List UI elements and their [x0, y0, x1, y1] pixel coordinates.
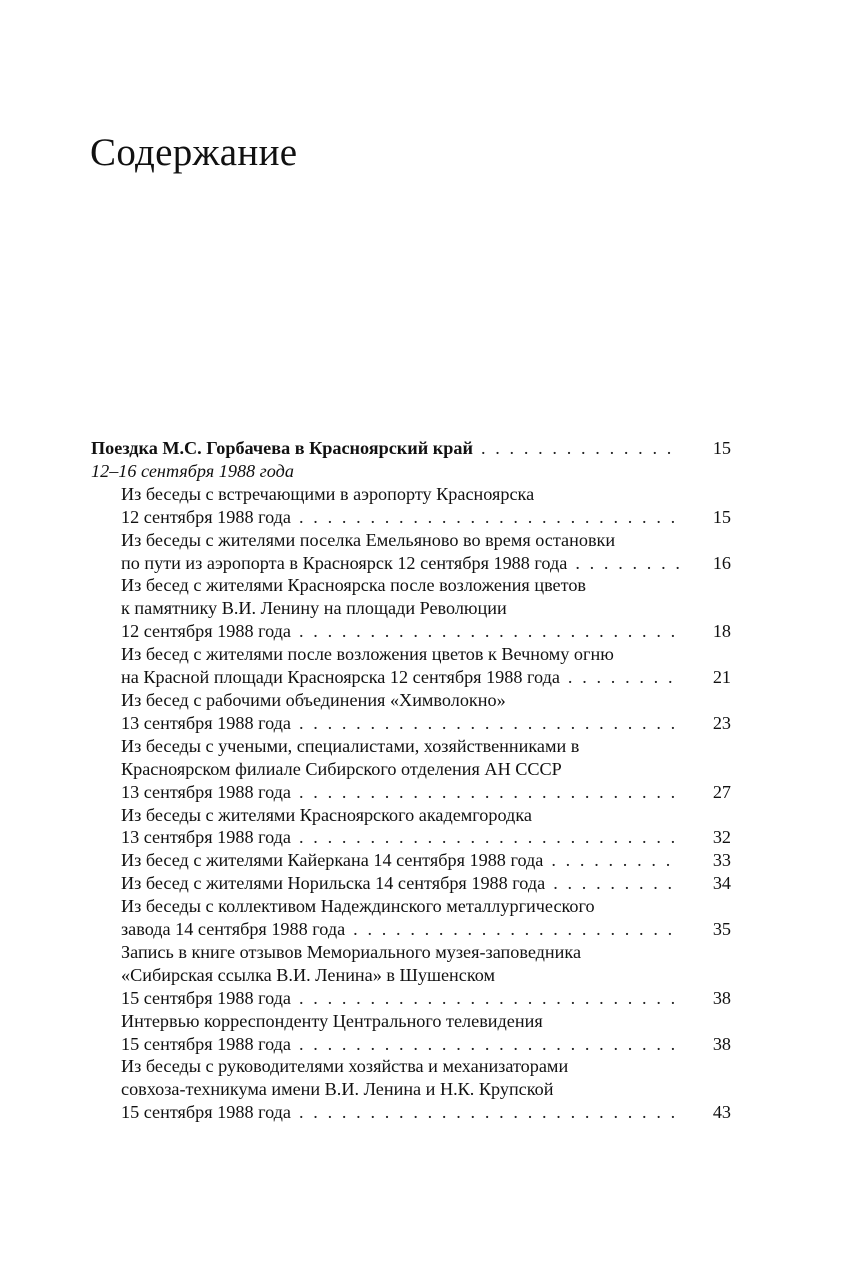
toc-entry[interactable] — [91, 1010, 731, 1056]
entry-last-line — [121, 506, 731, 529]
dot-leader — [353, 918, 681, 941]
toc-entry[interactable] — [91, 849, 731, 872]
dot-leader — [553, 872, 681, 895]
entry-title-line: 15 сентября 1988 года — [121, 1033, 291, 1054]
entry-title-line: Из бесед с жителями Кайеркана 14 сентября 1988 года — [121, 850, 544, 871]
toc-entry[interactable] — [91, 895, 731, 941]
entry-page-number: 23 — [712, 712, 731, 733]
dot-leader — [575, 552, 681, 575]
entry-page-number: 33 — [712, 850, 731, 871]
toc-entry[interactable] — [91, 941, 731, 1010]
entry-last-line — [121, 918, 731, 941]
entry-last-line — [121, 1101, 731, 1124]
entry-title-line: 13 сентября 1988 года — [121, 827, 291, 848]
entry-title-line: Из бесед с жителями Норильска 14 сентября 1988 года — [121, 873, 546, 894]
toc-entry[interactable] — [91, 804, 731, 850]
dot-leader — [299, 1033, 681, 1056]
section-page-number: 15 — [712, 438, 731, 458]
entry-page-number: 16 — [712, 552, 731, 573]
dot-leader — [299, 826, 681, 849]
toc-entry[interactable] — [91, 643, 731, 689]
entry-page-number: 34 — [712, 873, 731, 894]
entry-page-number: 32 — [712, 827, 731, 848]
toc-entry[interactable] — [91, 529, 731, 575]
entry-last-line — [121, 620, 731, 643]
entry-title-line: Из беседы с жителями Красноярского академгородка — [121, 804, 532, 825]
entry-title-line: «Сибирская ссылка В.И. Ленина» в Шушенском — [121, 964, 496, 985]
entry-title-line: Из беседы с руководителями хозяйства и механизаторами — [121, 1056, 569, 1077]
entry-last-line — [121, 987, 731, 1010]
table-of-contents — [91, 437, 731, 1124]
entry-page-number: 38 — [712, 1033, 731, 1054]
entry-title-line: Из бесед с жителями после возложения цветов к Вечному огню — [121, 644, 614, 665]
toc-entry[interactable] — [91, 574, 731, 643]
toc-entry[interactable] — [91, 872, 731, 895]
entry-title-line: на Красной площади Красноярска 12 сентября 1988 года — [121, 667, 560, 688]
toc-section-heading[interactable] — [91, 437, 731, 460]
toc-entries — [91, 483, 731, 1124]
dot-leader — [299, 987, 681, 1010]
entry-title-line: по пути из аэропорта в Красноярск 12 сентября 1988 года — [121, 552, 568, 573]
dot-leader — [481, 437, 681, 460]
entry-title-line: совхоза-техникума имени В.И. Ленина и Н.К. Крупской — [121, 1079, 554, 1100]
entry-last-line — [121, 781, 731, 804]
entry-title-line: 12 сентября 1988 года — [121, 621, 291, 642]
entry-title-line: Из беседы с учеными, специалистами, хозяйственниками в — [121, 735, 580, 756]
entry-title-line: Красноярском филиале Сибирского отделения АН СССР — [121, 758, 562, 779]
section-dates: 12–16 сентября 1988 года — [91, 460, 294, 481]
entry-last-line — [121, 1033, 731, 1056]
toc-entry[interactable] — [91, 483, 731, 529]
entry-page-number: 15 — [712, 506, 731, 527]
entry-last-line — [121, 849, 731, 872]
toc-entry[interactable] — [91, 1055, 731, 1124]
entry-title-line: Из беседы с коллективом Надеждинского металлургического — [121, 896, 595, 917]
entry-title-line: к памятнику В.И. Ленину на площади Революции — [121, 598, 507, 619]
entry-page-number: 18 — [712, 621, 731, 642]
entry-last-line — [121, 826, 731, 849]
toc-entry[interactable] — [91, 735, 731, 804]
entry-last-line — [121, 552, 731, 575]
page-title: Содержание — [90, 131, 298, 174]
entry-title-line: Из бесед с рабочими объединения «Химволокно» — [121, 689, 506, 710]
entry-page-number: 35 — [712, 919, 731, 940]
entry-title-line: Из бесед с жителями Красноярска после возложения цветов — [121, 575, 587, 596]
toc-entry[interactable] — [91, 689, 731, 735]
entry-title-line: 12 сентября 1988 года — [121, 506, 291, 527]
entry-page-number: 21 — [712, 667, 731, 688]
dot-leader — [551, 849, 681, 872]
entry-title-line: 15 сентября 1988 года — [121, 987, 291, 1008]
entry-last-line — [121, 666, 731, 689]
entry-last-line — [121, 872, 731, 895]
entry-title-line: Из беседы с встречающими в аэропорту Красноярска — [121, 483, 535, 504]
entry-page-number: 38 — [712, 987, 731, 1008]
dot-leader — [299, 620, 681, 643]
dot-leader — [568, 666, 681, 689]
entry-title-line: Запись в книге отзывов Мемориального музея-заповедника — [121, 941, 582, 962]
entry-title-line: 13 сентября 1988 года — [121, 712, 291, 733]
entry-title-line: 13 сентября 1988 года — [121, 781, 291, 802]
dot-leader — [299, 506, 681, 529]
entry-title-line: 15 сентября 1988 года — [121, 1102, 291, 1123]
entry-title-line: Из беседы с жителями поселка Емельяново во время остановки — [121, 529, 616, 550]
dot-leader — [299, 1101, 681, 1124]
dot-leader — [299, 712, 681, 735]
entry-title-line: завода 14 сентября 1988 года — [121, 919, 346, 940]
entry-page-number: 27 — [712, 781, 731, 802]
entry-title-line: Интервью корреспонденту Центрального телевидения — [121, 1010, 543, 1031]
entry-last-line — [121, 712, 731, 735]
section-title: Поездка М.С. Горбачева в Красноярский край — [91, 438, 473, 458]
dot-leader — [299, 781, 681, 804]
entry-page-number: 43 — [712, 1102, 731, 1123]
